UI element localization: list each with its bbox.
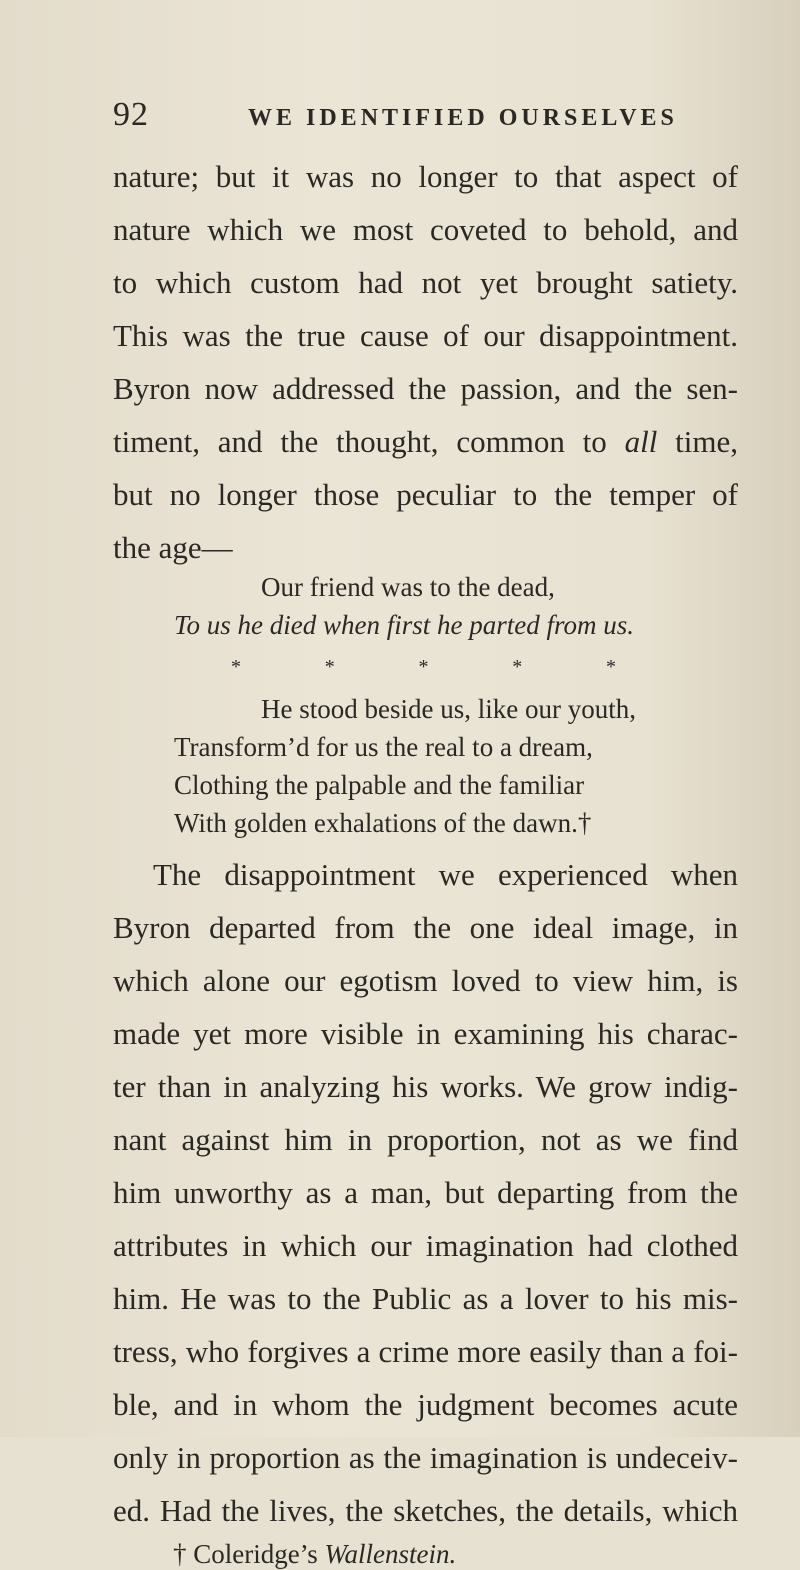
verse-line: With golden exhalations of the dawn.† [174,808,592,838]
footnote-text: † Coleridge’s [173,1539,325,1569]
text-line: made yet more visible in examining his charac- [113,1016,738,1051]
text-line: to which custom had not yet brought satiety. [113,265,738,300]
page-header [113,96,733,134]
star-mark: * [418,656,429,678]
italic-word: all [624,424,658,459]
text-line: nant against him in proportion, not as we find [113,1122,738,1157]
verse-line: Clothing the palpable and the familiar [174,770,585,800]
verse-line: To us he died when first he parted from us. [174,610,635,640]
text-line: him unworthy as a man, but departing from the [113,1175,738,1210]
text-line: which alone our egotism loved to view him, is [113,963,738,998]
text-line: Byron departed from the one ideal image, in [113,910,738,945]
star-mark: * [324,656,335,678]
text-fragment: time, [675,424,739,459]
verse-line: Our friend was to the dead, [261,572,555,602]
star-mark: * [231,656,241,678]
page-number: 92 [113,96,149,133]
verse-quotation [113,568,738,842]
verse-line: Transform’d for us the real to a dream, [174,732,593,762]
text-line: only in proportion as the imagination is undeceiv- [113,1440,738,1475]
footnote [173,1539,738,1570]
text-fragment: timent, and the thought, common to [113,424,607,459]
paragraph-2 [113,848,738,1537]
text-line: attributes in which our imagination had clothed [113,1228,738,1263]
star-mark: * [512,656,523,678]
text-line: but no longer those peculiar to the temper of [113,477,738,512]
text-line: tress, who forgives a crime more easily than a foi- [113,1334,738,1369]
text-line: nature; but it was no longer to that aspect of [113,159,738,194]
text-line: This was the true cause of our disappointment. [113,318,738,353]
text-line: him. He was to the Public as a lover to his mis- [113,1281,738,1316]
paragraph-1 [113,150,738,574]
running-title: WE IDENTIFIED OURSELVES [248,105,678,131]
asterism [231,644,616,690]
text-line: ed. Had the lives, the sketches, the details, which [113,1493,738,1528]
text-line: Byron now addressed the passion, and the sen- [113,371,738,406]
text-line: nature which we most coveted to behold, and [113,212,738,247]
text-line: ter than in analyzing his works. We grow indig- [113,1069,738,1104]
text-line: the age— [113,530,233,565]
body-text [113,150,738,1570]
text-line: ble, and in whom the judgment becomes acute [113,1387,738,1422]
text-line: The disappointment we experienced when [153,857,738,892]
verse-line: He stood beside us, like our youth, [261,694,636,724]
footnote-title: Wallenstein. [324,1539,457,1569]
text-line [113,415,738,468]
star-mark: * [606,656,616,678]
